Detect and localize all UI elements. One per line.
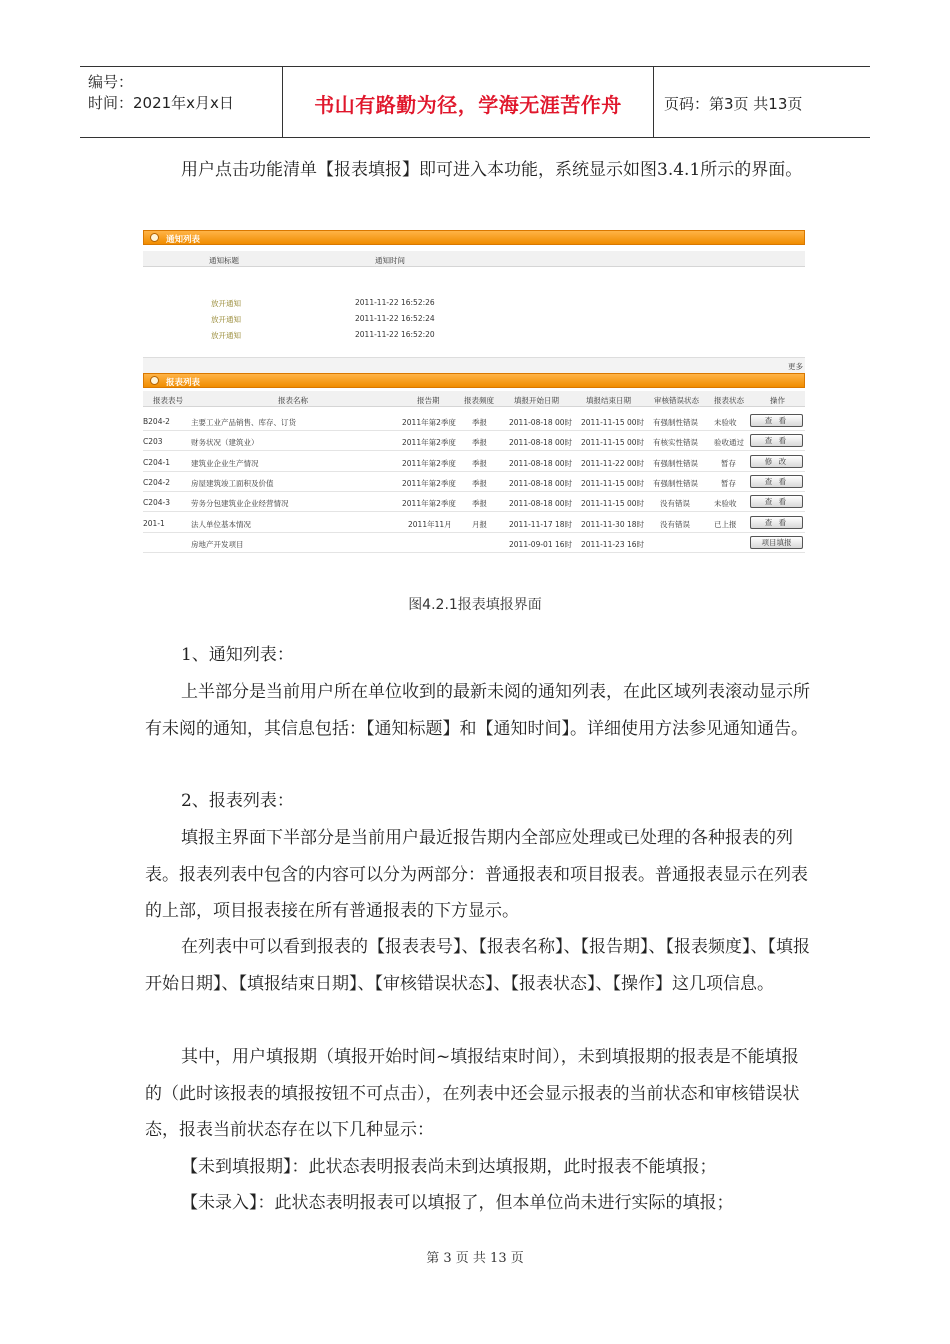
report-status: 未验收: [714, 499, 737, 509]
notice-title-link[interactable]: 放开通知: [211, 299, 241, 308]
report-code: B204-2: [143, 417, 170, 426]
report-start-date: 2011-08-18 00时: [509, 458, 573, 468]
report-status: 未验收: [714, 418, 737, 427]
col-header-status: 报表状态: [714, 396, 744, 405]
col-header-end: 填报结束日期: [586, 396, 631, 405]
report-end-date: 2011-11-15 00时: [581, 438, 645, 448]
report-audit-status: 有强制性错误: [653, 458, 698, 468]
paragraph-report-desc: 填报主界面下半部分是当前用户最近报告期内全部应处理或已处理的各种报表的列表。报表列表中包含的内容可以分为两部分：普通报表和项目报表。普通报表显示在列表的上部，项目报表接在所有普通报表的下方显示。: [145, 828, 808, 921]
report-freq: 季报: [472, 438, 487, 448]
report-action-button[interactable]: 查 看: [750, 475, 803, 488]
report-freq: 季报: [472, 499, 487, 509]
report-code: C203: [143, 437, 163, 447]
report-row: [143, 492, 805, 512]
report-start-date: 2011-08-18 00时: [509, 438, 573, 448]
header-page-cell: [654, 67, 870, 137]
report-action-button[interactable]: 修 改: [750, 455, 803, 468]
notice-title-link[interactable]: 放开通知: [211, 331, 241, 340]
notice-header-time: 通知时间: [375, 256, 405, 265]
report-freq: 季报: [472, 458, 487, 468]
figure-caption: 图4.2.1报表填报界面: [408, 597, 542, 613]
report-period: 2011年11月: [408, 519, 452, 529]
report-action-button[interactable]: 查 看: [750, 495, 803, 508]
notice-list-icon: [150, 233, 159, 242]
report-row: [143, 452, 805, 472]
report-list-icon: [150, 376, 159, 385]
report-start-date: 2011-08-18 00时: [509, 499, 573, 509]
document-header: [80, 66, 870, 138]
report-code: 201-1: [143, 518, 165, 528]
notice-list-bar: [143, 230, 805, 245]
report-row: [143, 431, 805, 451]
report-row: [143, 513, 805, 533]
project-fill-button[interactable]: 项目填报: [750, 536, 803, 549]
report-name: 房屋建筑竣工面积及价值: [191, 478, 274, 488]
report-period: 2011年第2季度: [402, 438, 456, 448]
report-row: [143, 411, 805, 431]
number-label: 编号：: [88, 73, 134, 91]
more-link[interactable]: 更多: [788, 362, 803, 371]
report-status: 暂存: [721, 478, 736, 488]
report-freq: 季报: [472, 418, 487, 427]
report-period: 2011年第2季度: [402, 499, 456, 509]
report-list-bar: [143, 373, 805, 388]
col-header-period: 报告期: [417, 396, 440, 405]
report-row: [143, 472, 805, 492]
notice-footer-strip: [143, 357, 805, 374]
header-motto-cell: [283, 67, 654, 137]
col-header-code: 报表表号: [153, 396, 183, 405]
section-heading-notice: 1、通知列表：: [181, 645, 294, 665]
report-name: 建筑业企业生产情况: [191, 458, 259, 468]
report-end-date: 2011-11-15 00时: [581, 418, 645, 427]
report-period: 2011年第2季度: [402, 458, 456, 468]
report-audit-status: 有强制性错误: [653, 478, 698, 488]
report-start-date: 2011-08-18 00时: [509, 478, 573, 488]
report-audit-status: 没有错误: [660, 499, 690, 509]
report-start-date: 2011-09-01 16时: [509, 539, 573, 549]
report-header-row: [143, 391, 805, 407]
report-fill-screenshot: [143, 230, 805, 555]
report-name: 劳务分包建筑业企业经营情况: [191, 499, 289, 509]
report-period: 2011年第2季度: [402, 418, 456, 427]
report-end-date: 2011-11-30 18时: [581, 519, 645, 529]
report-action-button[interactable]: 查 看: [750, 434, 803, 447]
report-start-date: 2011-11-17 18时: [509, 519, 573, 529]
report-name: 房地产开发项目: [191, 539, 244, 549]
col-header-action: 操作: [770, 396, 785, 405]
time-label: 时间：2021年x月x日: [88, 94, 234, 112]
col-header-audit: 审核错误状态: [654, 396, 699, 405]
report-period: 2011年第2季度: [402, 478, 456, 488]
report-status: 暂存: [721, 458, 736, 468]
report-status: 验收通过: [714, 438, 744, 448]
motto: 书山有路勤为径，学海无涯苦作舟: [314, 93, 622, 117]
notice-list-title: 通知列表: [166, 235, 201, 245]
report-code: C204-2: [143, 477, 171, 487]
report-name: 主要工业产品销售、库存、订货: [191, 418, 296, 427]
report-end-date: 2011-11-15 00时: [581, 499, 645, 509]
paragraph-status-not-entered: 【未录入】：此状态表明报表可以填报了，但本单位尚未进行实际的填报；: [181, 1193, 734, 1213]
col-header-start: 填报开始日期: [514, 396, 559, 405]
notice-header-title: 通知标题: [209, 256, 239, 265]
report-list-title: 报表列表: [166, 378, 201, 388]
report-audit-status: 有核实性错误: [653, 438, 698, 448]
report-status: 已上报: [714, 519, 737, 529]
report-code: C204-3: [143, 498, 171, 508]
report-row: [143, 533, 805, 553]
report-freq: 季报: [472, 478, 487, 488]
page-footer: 第 3 页 共 13 页: [426, 1251, 524, 1266]
paragraph-notice-desc: 上半部分是当前用户所在单位收到的最新未阅的通知列表，在此区域列表滚动显示所有未阅的通知，其信息包括：【通知标题】和【通知时间】。详细使用方法参见通知通告。: [145, 682, 810, 739]
report-name: 财务状况（建筑业）: [191, 438, 259, 448]
report-audit-status: 没有错误: [660, 519, 690, 529]
notice-time: 2011-11-22 16:52:26: [355, 298, 435, 307]
col-header-freq: 报表频度: [464, 396, 494, 405]
notice-title-link[interactable]: 放开通知: [211, 315, 241, 324]
report-end-date: 2011-11-22 00时: [581, 458, 645, 468]
notice-header-row: [143, 251, 805, 267]
report-action-button[interactable]: 查 看: [750, 516, 803, 529]
report-start-date: 2011-08-18 00时: [509, 418, 573, 427]
report-end-date: 2011-11-15 00时: [581, 478, 645, 488]
report-freq: 月报: [472, 519, 487, 529]
header-info-cell: [80, 67, 283, 137]
report-end-date: 2011-11-23 16时: [581, 539, 645, 549]
notice-time: 2011-11-22 16:52:20: [355, 330, 435, 339]
report-audit-status: 有强制性错误: [653, 418, 698, 427]
notice-time: 2011-11-22 16:52:24: [355, 314, 435, 323]
report-name: 法人单位基本情况: [191, 519, 251, 529]
page-label: 页码：第3页 共13页: [664, 95, 803, 113]
section-heading-report: 2、报表列表：: [181, 791, 294, 811]
report-code: C204-1: [143, 457, 171, 467]
col-header-name: 报表名称: [278, 396, 308, 405]
paragraph-status-not-due: 【未到填报期】：此状态表明报表尚未到达填报期，此时报表不能填报；: [181, 1157, 717, 1177]
paragraph-report-period: 其中，用户填报期（填报开始时间~填报结束时间），未到填报期的报表是不能填报的（此时该报表的填报按钮不可点击），在列表中还会显示报表的当前状态和审核错误状态，报表当前状态存在以下几种显示：: [145, 1047, 800, 1140]
intro-paragraph: 用户点击功能清单【报表填报】即可进入本功能，系统显示如图3.4.1所示的界面。: [181, 160, 803, 180]
report-action-button[interactable]: 查 看: [750, 414, 803, 427]
paragraph-report-fields: 在列表中可以看到报表的【报表表号】、【报表名称】、【报告期】、【报表频度】、【填报开始日期】、【填报结束日期】、【审核错误状态】、【报表状态】、【操作】这几项信息。: [145, 937, 810, 994]
